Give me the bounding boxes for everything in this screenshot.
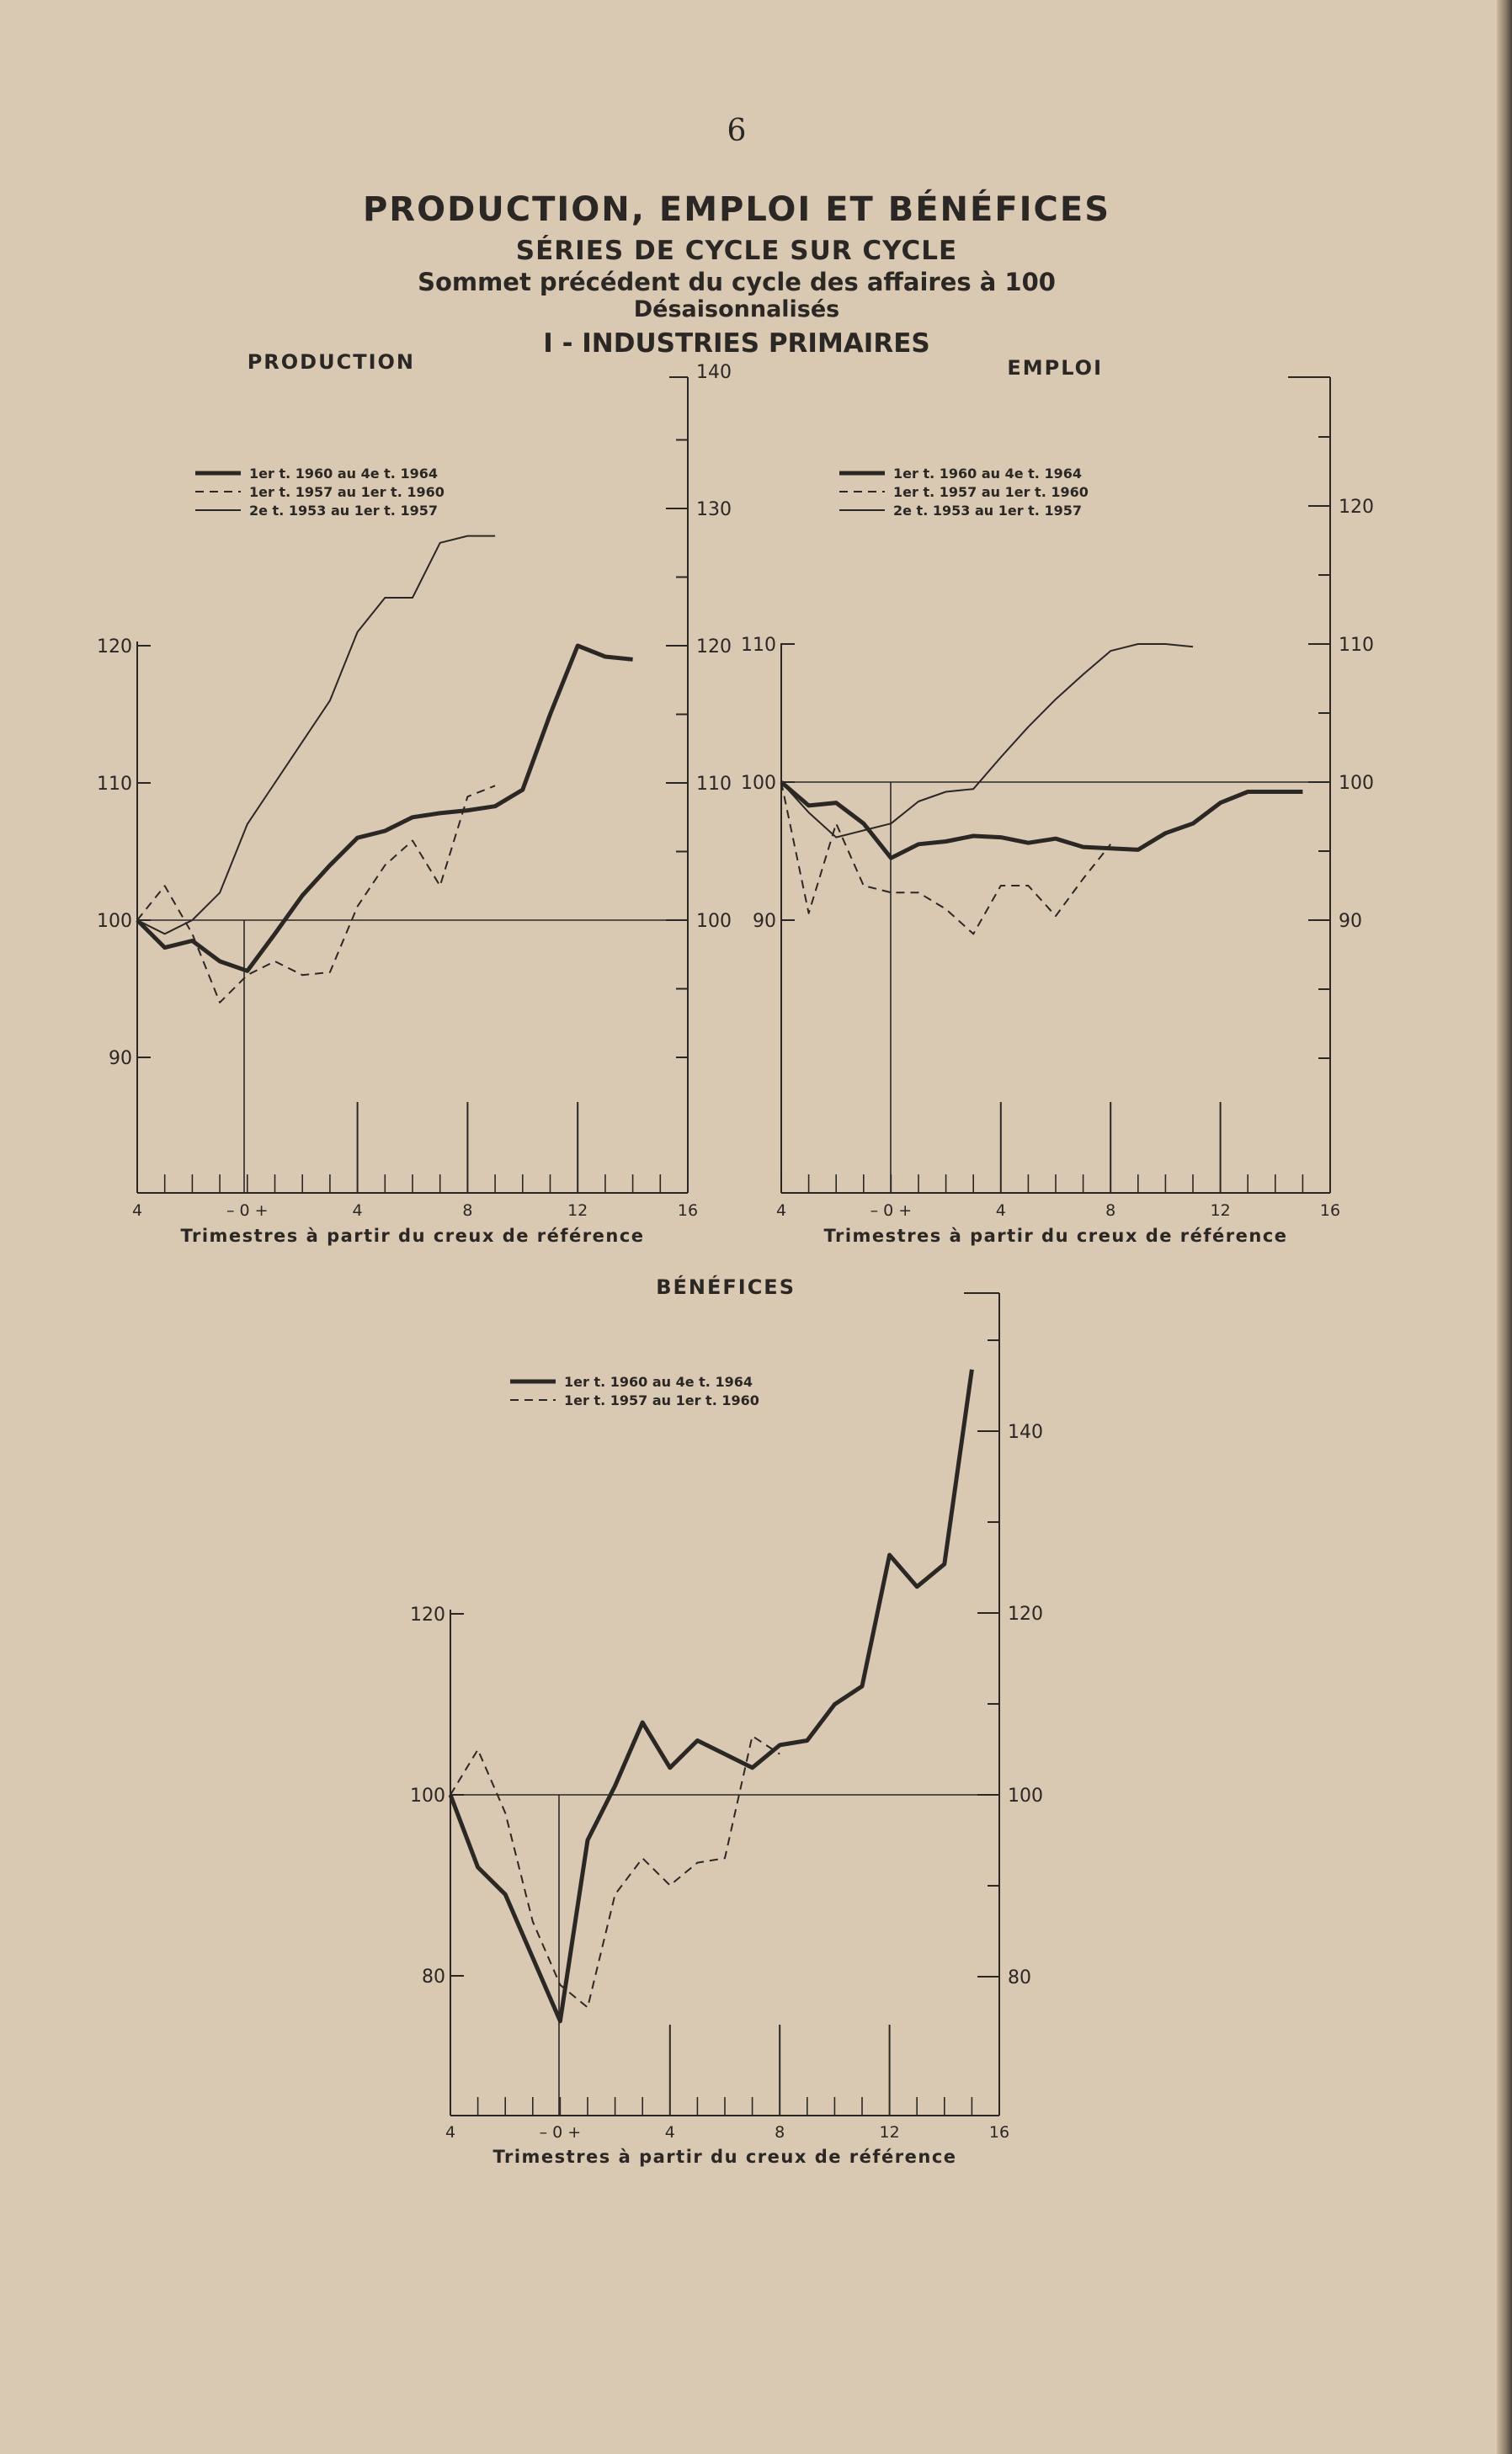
- left-tick-label: 120: [97, 636, 132, 657]
- series-line-thin: [137, 536, 495, 934]
- left-tick-label: 80: [422, 1967, 445, 1988]
- series-line-heavy: [781, 782, 1302, 858]
- legend-label: 1er t. 1957 au 1er t. 1960: [249, 484, 445, 500]
- x-tick-label: 12: [1210, 1201, 1231, 1220]
- x-tick-label: – 0 +: [539, 2123, 582, 2142]
- x-tick-label: – 0 +: [870, 1201, 913, 1220]
- x-tick-label: 4: [995, 1201, 1006, 1220]
- base-note: Sommet précédent du cycle des affaires à 100: [418, 268, 1056, 296]
- seasonal-note: Désaisonnalisés: [633, 296, 840, 322]
- series-line-heavy: [450, 1370, 972, 2021]
- x-tick-label: 8: [775, 2123, 785, 2142]
- legend-label: 1er t. 1960 au 4e t. 1964: [249, 466, 438, 482]
- series-line-dashed: [450, 1736, 780, 2008]
- left-tick-label: 90: [753, 911, 776, 932]
- x-tick-label: 16: [677, 1201, 699, 1220]
- left-tick-label: 100: [741, 773, 776, 794]
- left-tick-label: 100: [97, 911, 132, 932]
- section-title: I - INDUSTRIES PRIMAIRES: [543, 328, 930, 359]
- x-tick-label: 12: [567, 1201, 588, 1220]
- page-subtitle: SÉRIES DE CYCLE SUR CYCLE: [515, 236, 958, 266]
- left-tick-label: 110: [97, 774, 132, 795]
- right-tick-label: 100: [1339, 773, 1374, 794]
- left-tick-label: 110: [741, 635, 776, 656]
- legend-label: 2e t. 1953 au 1er t. 1957: [249, 503, 438, 519]
- right-tick-label: 120: [1008, 1604, 1043, 1625]
- x-tick-label: 4: [352, 1201, 363, 1220]
- page-title: PRODUCTION, EMPLOI ET BÉNÉFICES: [362, 190, 1111, 229]
- right-tick-label: 140: [1008, 1422, 1043, 1443]
- x-tick-label: – 0 +: [226, 1201, 269, 1220]
- right-tick-label: 80: [1008, 1967, 1031, 1988]
- x-tick-label: 16: [988, 2123, 1010, 2142]
- right-tick-label: 120: [1339, 497, 1374, 518]
- chart-title-2: EMPLOI: [1007, 356, 1103, 380]
- right-tick-label: 130: [696, 499, 732, 520]
- right-tick-label: 110: [696, 774, 732, 795]
- right-tick-label: 120: [696, 636, 732, 657]
- series-line-heavy: [137, 646, 633, 971]
- x-tick-label: 4: [445, 2123, 456, 2142]
- legend-label: 1er t. 1957 au 1er t. 1960: [893, 484, 1089, 500]
- left-tick-label: 120: [410, 1605, 445, 1626]
- right-tick-label: 110: [1339, 635, 1374, 656]
- legend-label: 1er t. 1957 au 1er t. 1960: [564, 1392, 759, 1408]
- x-tick-label: 4: [664, 2123, 675, 2142]
- series-line-dashed: [137, 785, 495, 1003]
- chart-title-1: PRODUCTION: [247, 350, 415, 374]
- x-axis-label: Trimestres à partir du creux de référence: [823, 1226, 1288, 1246]
- x-tick-label: 8: [1105, 1201, 1116, 1220]
- right-tick-label: 100: [696, 911, 732, 932]
- x-tick-label: 8: [462, 1201, 473, 1220]
- x-tick-label: 12: [879, 2123, 900, 2142]
- x-axis-label: Trimestres à partir du creux de référence: [180, 1226, 645, 1246]
- legend-label: 1er t. 1960 au 4e t. 1964: [564, 1374, 753, 1390]
- x-tick-label: 4: [775, 1201, 787, 1220]
- legend-label: 2e t. 1953 au 1er t. 1957: [893, 503, 1082, 519]
- x-tick-label: 4: [131, 1201, 143, 1220]
- legend-label: 1er t. 1960 au 4e t. 1964: [893, 466, 1082, 482]
- right-tick-label: 140: [696, 362, 732, 383]
- right-tick-label: 90: [1339, 911, 1362, 932]
- x-axis-label: Trimestres à partir du creux de référence: [492, 2147, 957, 2167]
- chart-title-3: BÉNÉFICES: [656, 1275, 796, 1299]
- x-tick-label: 16: [1319, 1201, 1341, 1220]
- right-tick-label: 100: [1008, 1786, 1043, 1807]
- left-tick-label: 100: [410, 1786, 445, 1807]
- left-tick-label: 90: [109, 1048, 132, 1069]
- page-number: 6: [727, 114, 747, 148]
